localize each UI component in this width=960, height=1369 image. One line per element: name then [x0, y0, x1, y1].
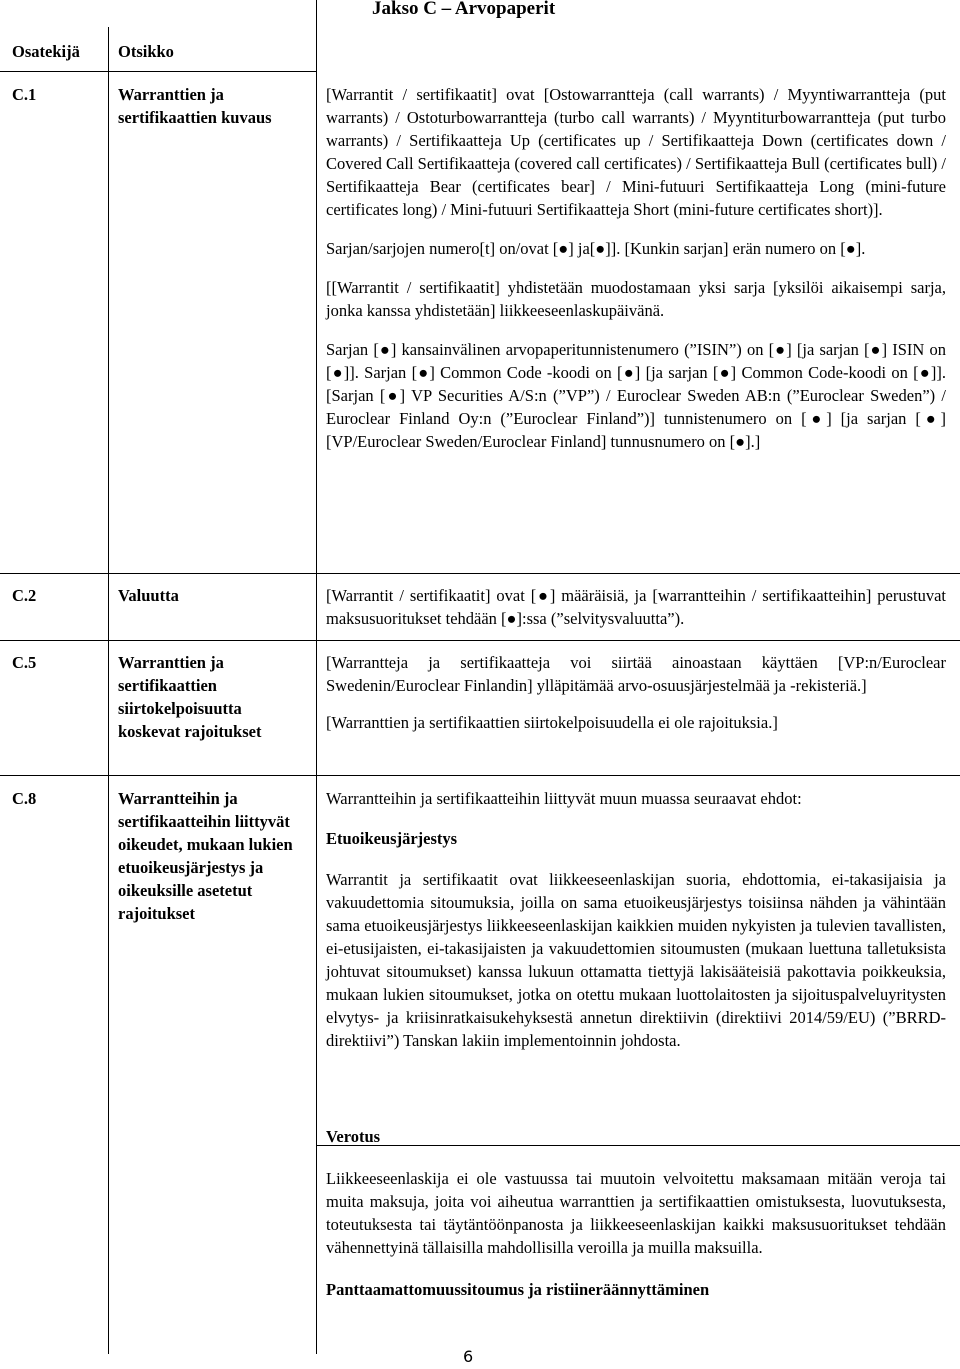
row-content-c8 [326, 787, 946, 1052]
c8-heading-etuoikeusjarjestys: Etuoikeusjärjestys [326, 829, 458, 848]
c8-intro: Warrantteihin ja sertifikaatteihin liittyvät muun muassa seuraavat ehdot: [326, 789, 802, 808]
row-title-c1: Warranttien ja sertifikaattien kuvaus [118, 85, 272, 127]
c8-paragraph-etuoikeusjarjestys: Warrantit ja sertifikaatit ovat liikkeeseenlaskijan suoria, ehdottomia, ei-takasijaisia ja vakuudettomia sitoumuksia, joilla on sama etuoikeusjärjestys toisiinsa nähden ja vähintään sama etuoikeusjärjestys liikkeeseenlaskijan kaikkien muiden nykyisten ja tulevien tavallisten, ei-etusijaisten, ei-takasijaisten ja vakuudettomien sitoumusten (mukaan luettuna talletuksista johtuvat sitoumukset) kanssa lukuun ottamatta tiettyjä lakisääteisiä pakottavia poikkeuksia, mukaan lukien sitoumukset, jotka on otettu mukaan luottolaitosten ja sijoituspalveluyritysten elvytys- ja kriisinratkaisukehyksestä annetun direktiivin (direktiivi 2014/59/EU) (”BRRD-direktiivi”) Tanskan lakiin implementoinnin johdosta. [326, 870, 946, 1050]
c5-paragraph-1: [Warrantteja ja sertifikaatteja voi siirtää ainoastaan käyttäen [VP:n/Euroclear Swedenin/Euroclear Finlandin] ylläpitämää arvo-osuusjärjestelmää ja -rekisteriä.] [326, 653, 946, 695]
col-divider-right [316, 0, 317, 1354]
header-osatekija: Osatekijä [12, 42, 80, 61]
c8-heading-panttaamattomuussitoumus: Panttaamattomuussitoumus ja ristiineräännyttäminen [326, 1280, 710, 1299]
row-rule-c1 [0, 573, 960, 574]
row-code-c5: C.5 [12, 653, 37, 672]
row-title-c5: Warranttien ja sertifikaattien siirtokelpoisuutta koskevat rajoitukset [118, 653, 262, 741]
c1-paragraph-4: Sarjan [●] kansainvälinen arvopaperitunnistenumero (”ISIN”) on [●] [ja sarjan [●] ISIN on [●]]. Sarjan [●] Common Code -koodi on [●] [ja sarjan [●] Common Code-koodi on [●]]. [Sarjan [●] VP Securities A/S:n (”VP”) / Euroclear Sweden AB:n (”Euroclear Sweden”) / Euroclear Finland Oy:n (”Euroclear Finland”)] tunnistenumero on [●] [ja sarjan [●] [VP/Euroclear Sweden/Euroclear Finland] tunnusnumero on [●].] [326, 340, 946, 451]
c1-paragraph-2: Sarjan/sarjojen numero[t] on/ovat [●] ja[●]]. [Kunkin sarjan] erän numero on [●]. [326, 239, 866, 258]
row-rule-c2 [0, 640, 960, 641]
c8-heading-verotus: Verotus [326, 1127, 381, 1146]
row-code-c8: C.8 [12, 789, 37, 808]
c5-paragraph-2: [Warranttien ja sertifikaattien siirtokelpoisuudella ei ole rajoituksia.] [326, 713, 778, 732]
row-title-c2: Valuutta [118, 586, 179, 605]
row-content-c2 [326, 584, 946, 630]
row-code-c2: C.2 [12, 586, 37, 605]
row-title-c8: Warrantteihin ja sertifikaatteihin liittyvät oikeudet, mukaan lukien etuoikeusjärjestys ja oikeuksille asetetut rajoitukset [118, 789, 293, 923]
c2-paragraph-1: [Warrantit / sertifikaatit] ovat [●] määräisiä, ja [warrantteihin / sertifikaatteihin] perustuvat maksusuoritukset tehdään [●]:ssa (”selvitysvaluutta”). [326, 586, 946, 628]
row-content-c1 [326, 83, 946, 453]
col-divider-left [108, 27, 109, 1354]
page-number: 6 [463, 1347, 474, 1366]
header-bottom-rule [0, 71, 316, 72]
row-content-c8-lower [326, 1125, 946, 1301]
row-code-c1: C.1 [12, 85, 37, 104]
c1-paragraph-1: [Warrantit / sertifikaatit] ovat [Ostowarrantteja (call warrants) / Myyntiwarrantteja (put warrants) / Ostoturbowarrantteja (turbo call warrants) / Myyntiturbowarrantteja (put turbo warrants) / Sertifikaatteja Up (certificates up / Sertifikaatteja Down (certificates down / Covered Call Sertifikaatteja (covered call certificates) / Sertifikaatteja Bull (certificates bull) / Sertifikaatteja Bear (certificates bear] / Mini-futuuri Sertifikaatteja Long (mini-future certificates long) / Mini-futuuri Sertifikaatteja Short (mini-future certificates short)]. [326, 85, 946, 219]
row-content-c5 [326, 651, 946, 734]
header-otsikko: Otsikko [118, 42, 174, 61]
c8-paragraph-verotus: Liikkeeseenlaskija ei ole vastuussa tai muutoin velvoitettu maksamaan mitään veroja tai muita maksuja, joita voi aiheutua warranttien ja sertifikaattien omistuksesta, luovutuksesta, toteutuksesta tai täytäntöönpanosta ja liikkeeseenlaskijan kaikki maksusuoritukset tehdään vähennettyinä tällaisilla mahdollisilla veroilla ja muilla maksuilla. [326, 1169, 946, 1257]
section-title: Jakso C – Arvopaperit [372, 0, 556, 19]
row-rule-c5 [0, 775, 960, 776]
c1-paragraph-3: [[Warrantit / sertifikaatit] yhdistetään muodostamaan yksi sarja [yksilöi aikaisempi sarja, jonka kanssa yhdistetään] liikkeeseenlaskupäivänä. [326, 278, 946, 320]
